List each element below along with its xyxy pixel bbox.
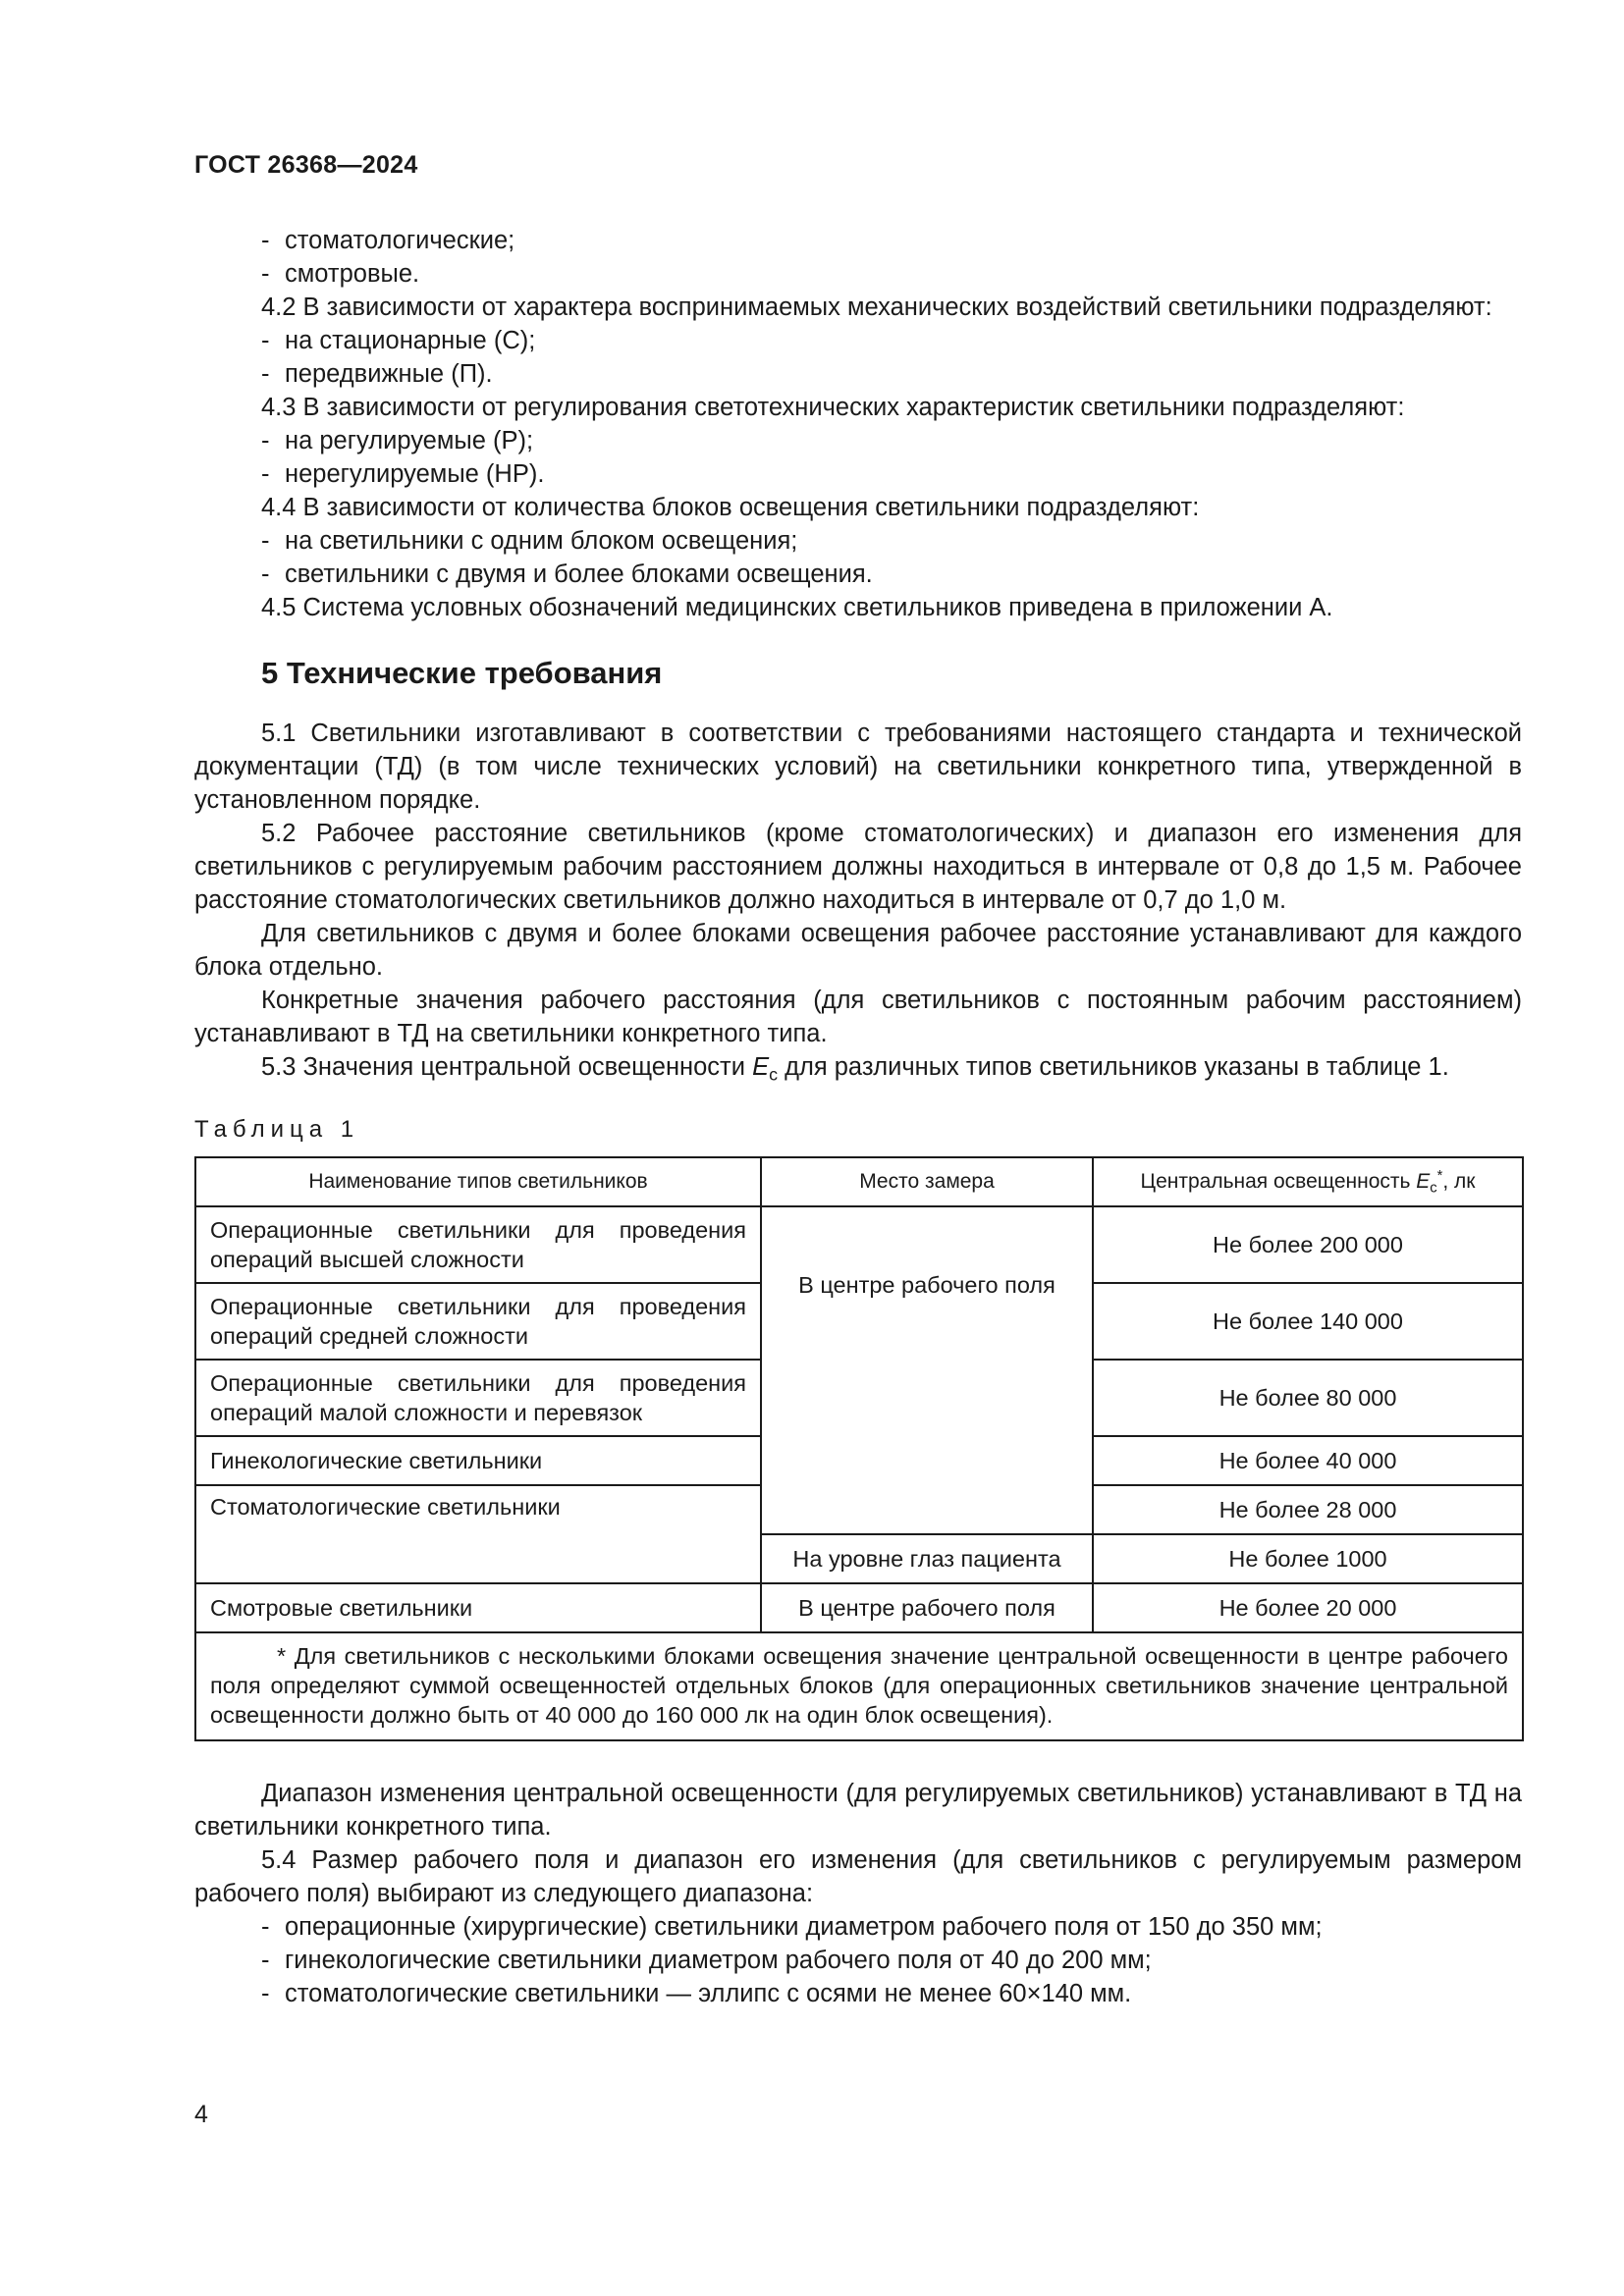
cell-type: Операционные светильники для проведения операций высшей сложности [195,1206,761,1283]
table-row [195,1583,1523,1632]
list-item: - на стационарные (С); [261,327,536,354]
cell-type: Стоматологические светильники [195,1485,761,1583]
list-item: - на светильники с одним блоком освещения; [261,527,798,555]
cell-type: Операционные светильники для проведения операций малой сложности и перевязок [195,1360,761,1436]
cell-type: Гинекологические светильники [195,1436,761,1485]
cell-place-merged: В центре рабочего поля [761,1206,1093,1534]
list-item: - стоматологические светильники — эллипс с осями не менее 60×140 мм. [261,1980,1132,2007]
table-caption: Таблица 1 [194,1116,360,1143]
clause-5-4: 5.4 Размер рабочего поля и диапазон его изменения (для светильников с регулируемым размером рабочего поля) выбирают из следующего диапазона: [194,1846,1522,1907]
section-5-title: 5 Технические требования [261,656,663,690]
list-item: - светильники с двумя и более блоками освещения. [261,561,873,588]
list-item: - операционные (хирургические) светильники диаметром рабочего поля от 150 до 350 мм; [261,1913,1323,1941]
clause-5-2-values: Конкретные значения рабочего расстояния (для светильников с постоянным рабочим расстоянием) устанавливают в ТД на светильники конкретного типа. [194,987,1522,1047]
clause-4-2: 4.2 В зависимости от характера воспринимаемых механических воздействий светильники подразделяют: [261,294,1492,321]
list-item: - передвижные (П). [261,360,493,388]
cell-value: Не более 28 000 [1093,1485,1523,1534]
clause-4-3: 4.3 В зависимости от регулирования светотехнических характеристик светильники подразделяют: [261,394,1405,421]
list-item: - нерегулируемые (НР). [261,460,545,488]
page-number: 4 [194,2101,208,2128]
cell-value: Не более 1000 [1093,1534,1523,1583]
header-central-illuminance: Центральная освещенность $E_c^*$, лк [1093,1157,1523,1206]
illuminance-table [194,1156,1524,1741]
table-footnote: * Для светильников с несколькими блоками освещения значение центральной освещенности в центре рабочего поля определяют суммой освещенностей отдельных блоков (для операционных светильников значение центральной освещенности должно быть от 40 000 до 160 000 лк на один блок освещения). [195,1632,1523,1740]
table-row [195,1206,1523,1283]
clause-4-4: 4.4 В зависимости от количества блоков освещения светильники подразделяют: [261,494,1200,521]
clause-5-2: 5.2 Рабочее расстояние светильников (кроме стоматологических) и диапазон его изменения для светильников с регулируемым рабочим расстоянием должны находиться в интервале от 0,8 до 1,5 м. Рабочее расстояние стоматологических светильников должно находиться в интервале от 0,7 до 1,0 м. [194,820,1522,914]
table-header-row [195,1157,1523,1206]
cell-place: На уровне глаз пациента [761,1534,1093,1583]
clause-5-2-blocks: Для светильников с двумя и более блоками освещения рабочее расстояние устанавливают для каждого блока отдельно. [194,920,1522,981]
header-measure-place: Место замера [761,1157,1093,1206]
cell-type: Смотровые светильники [195,1583,761,1632]
list-item: - гинекологические светильники диаметром рабочего поля от 40 до 200 мм; [261,1947,1152,1974]
cell-type: Операционные светильники для проведения операций средней сложности [195,1283,761,1360]
list-item: - на регулируемые (Р); [261,427,534,454]
cell-value: Не более 200 000 [1093,1206,1523,1283]
cell-place: В центре рабочего поля [761,1583,1093,1632]
illuminance-range-paragraph: Диапазон изменения центральной освещенности (для регулируемых светильников) устанавливают в ТД на светильники конкретного типа. [194,1780,1522,1841]
list-item: - стоматологические; [261,227,515,254]
page-content [194,224,1522,2010]
list-item: - смотровые. [261,260,420,288]
clause-4-5: 4.5 Система условных обозначений медицинских светильников приведена в приложении А. [261,594,1333,621]
clause-5-1: 5.1 Светильники изготавливают в соответствии с требованиями настоящего стандарта и технической документации (ТД) (в том числе технических условий) на светильники конкретного типа, утвержденной в установленном порядке. [194,720,1522,814]
cell-value: Не более 20 000 [1093,1583,1523,1632]
standard-code-header: ГОСТ 26368—2024 [194,151,418,179]
cell-value: Не более 40 000 [1093,1436,1523,1485]
table-note-row [195,1632,1523,1740]
clause-5-3: 5.3 Значения центральной освещенности $E_c$ для различных типов светильников указаны в таблице 1. [261,1053,1449,1085]
header-lamp-type: Наименование типов светильников [195,1157,761,1206]
cell-value: Не более 140 000 [1093,1283,1523,1360]
cell-value: Не более 80 000 [1093,1360,1523,1436]
